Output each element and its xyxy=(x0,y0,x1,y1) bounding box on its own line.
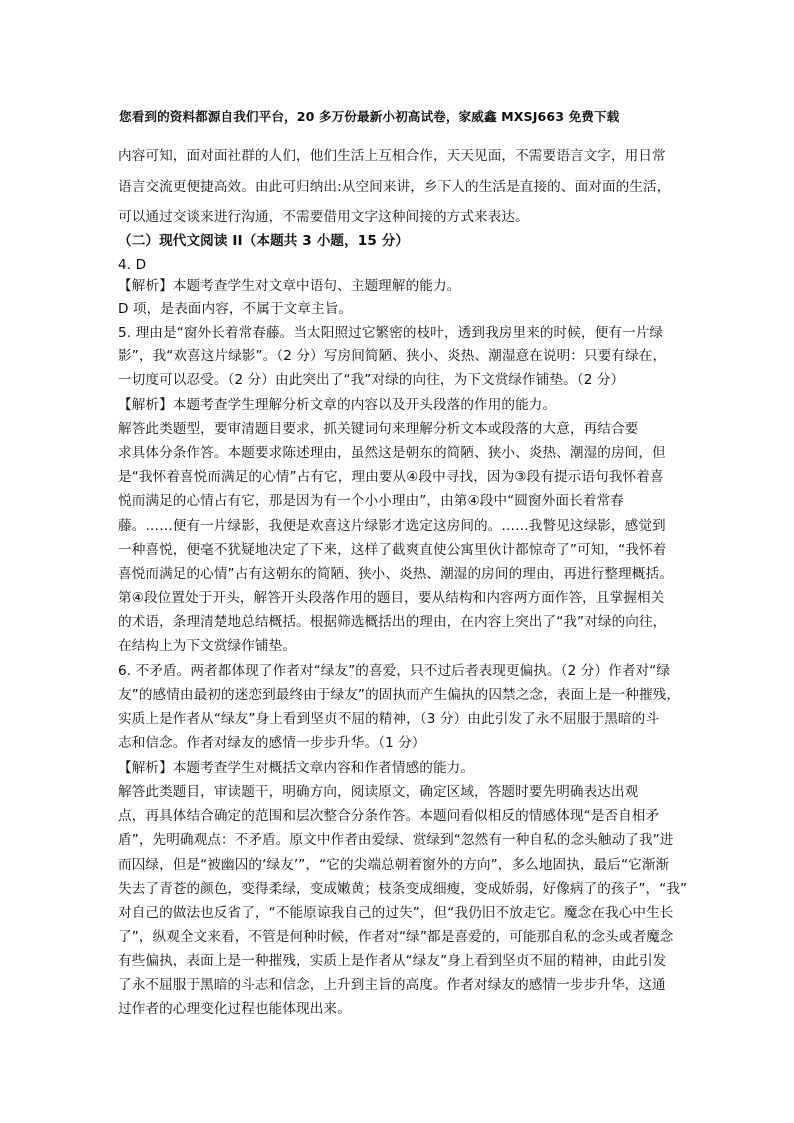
text-line: 是“我怀着喜悦而满足的心情”占有它，理由要从④段中寻找，因为③段有提示语句我怀着喜 xyxy=(118,469,664,485)
text-line: 内容可知，面对面社群的人们，他们生活上互相合作，天天见面，不需要语言文字，用日常 xyxy=(118,148,666,164)
page-header-banner: 您看到的资料都源自我们平台，20 多万份最新小初高试卷，家威鑫 MXSJ663 免费下载 xyxy=(119,109,620,124)
text-line: 盾”，先明确观点：不矛盾。原文中作者由爱绿、赏绿到“忽然有一种自私的念头触动了我”进 xyxy=(118,832,674,848)
text-line: 过作者的心理变化过程也能体现出来。 xyxy=(118,1001,351,1017)
text-line: 一切度可以忍受。（2 分）由此突出了“我”对绿的向往，为下文赏绿作铺垫。（2 分） xyxy=(118,372,625,388)
text-line: 解答此类题型，要审清题目要求，抓关键词句来理解分析文本或段落的大意，再结合要 xyxy=(118,421,639,437)
text-line: 求具体分条作答。本题要求陈述理由，虽然这是朝东的简陋、狭小、炎热、潮湿的房间，但 xyxy=(118,445,666,461)
text-line: 点，再具体结合确定的范围和层次整合分条作答。本题问看似相反的情感体现“是否自相矛 xyxy=(118,808,660,824)
text-line: 在结构上为下文赏绿作铺垫。 xyxy=(118,638,297,654)
answer-line: 6. 不矛盾。两者都体现了作者对“绿友”的喜爱，只不过后者表现更偏执。（2 分）作者对“绿 xyxy=(118,663,671,679)
answer-line: 5. 理由是“窗外长着常春藤。当太阳照过它繁密的枝叶，透到我房里来的时候，便有一片绿 xyxy=(118,325,664,341)
text-line: 而囚绿，但是“被幽囚的‘绿友’”，“它的尖端总朝着窗外的方向”，多么地固执，最后“它渐渐 xyxy=(118,857,670,873)
analysis-line: 【解析】本题考查学生对概括文章内容和作者情感的能力。 xyxy=(118,760,475,776)
text-line: 喜悦而满足的心情”占有这朝东的简陋、狭小、炎热、潮湿的房间的理由，再进行整理概括。 xyxy=(118,566,673,582)
text-line: 实质上是作者从“绿友”身上看到坚贞不屈的精神，（3 分）由此引发了永不屈服于黑暗的斗 xyxy=(118,711,660,727)
text-line: D 项，是表面内容，不属于文章主旨。 xyxy=(118,301,353,317)
text-line: 可以通过交谈来进行沟通，不需要借用文字这种间接的方式来表达。 xyxy=(118,209,529,225)
text-line: 第④段位置处于开头，解答开头段落作用的题目，要从结构和内容两方面作答，且掌握相关 xyxy=(118,590,665,606)
text-line: 友”的感情由最初的迷恋到最终由于绿友”的固执而产生偏执的囚禁之念，表面上是一种摧残， xyxy=(118,687,681,703)
section-heading: （二）现代文阅读 II（本题共 3 小题，15 分） xyxy=(118,233,410,249)
analysis-line: 【解析】本题考查学生对文章中语句、主题理解的能力。 xyxy=(118,278,461,294)
text-line: 志和信念。作者对绿友的感情一步步升华。（1 分） xyxy=(118,735,426,751)
text-line: 解答此类题目，审读题干，明确方向，阅读原文，确定区域，答题时要先明确表达出观 xyxy=(118,784,639,800)
text-line: 了”，纵观全文来看，不管是何种时候，作者对“绿”都是喜爱的，可能那自私的念头或者魔念 xyxy=(118,929,674,945)
text-line: 影”，我“欢喜这片绿影”。（2 分）写房间简陋、狭小、炎热、潮湿意在说明：只要有绿在， xyxy=(118,348,667,364)
text-line: 悦而满足的心情占有它，那是因为有一个小小理由”，由第④段中“圆窗外面长着常春 xyxy=(118,493,624,509)
answer-line: 4. D xyxy=(118,257,147,273)
text-line: 有些偏执，表面上是一种摧残，实质上是作者从“绿友”身上看到坚贞不屈的精神，由此引发 xyxy=(118,953,667,969)
text-line: 的术语，条理清楚地总结概括。根据筛选概括出的理由，在内容上突出了“我”对绿的向往， xyxy=(118,614,667,630)
text-line: 失去了青苍的颜色，变得柔绿，变成嫩黄；枝条变成细瘦，变成娇弱，好像病了的孩子”，“我” xyxy=(118,881,688,897)
text-line: 对自己的做法也反省了，“不能原谅我自己的过失”，但“我仍旧不放走它。魔念在我心中生长 xyxy=(118,905,674,921)
text-line: 了永不屈服于黑暗的斗志和信念，上升到主旨的高度。作者对绿友的感情一步步升华，这通 xyxy=(118,977,666,993)
text-line: 一种喜悦，便毫不犹疑地决定了下来，这样了截爽直使公寓里伙计都惊奇了”可知，“我怀着 xyxy=(118,542,667,558)
analysis-line: 【解析】本题考查学生理解分析文章的内容以及开头段落的作用的能力。 xyxy=(118,397,557,413)
text-line: 藤。……便有一片绿影，我便是欢喜这片绿影才选定这房间的。……我瞥见这绿影，感觉到 xyxy=(118,518,666,534)
text-line: 语言交流更便捷高效。由此可归纳出:从空间来讲，乡下人的生活是直接的、面对面的生活， xyxy=(118,179,671,195)
